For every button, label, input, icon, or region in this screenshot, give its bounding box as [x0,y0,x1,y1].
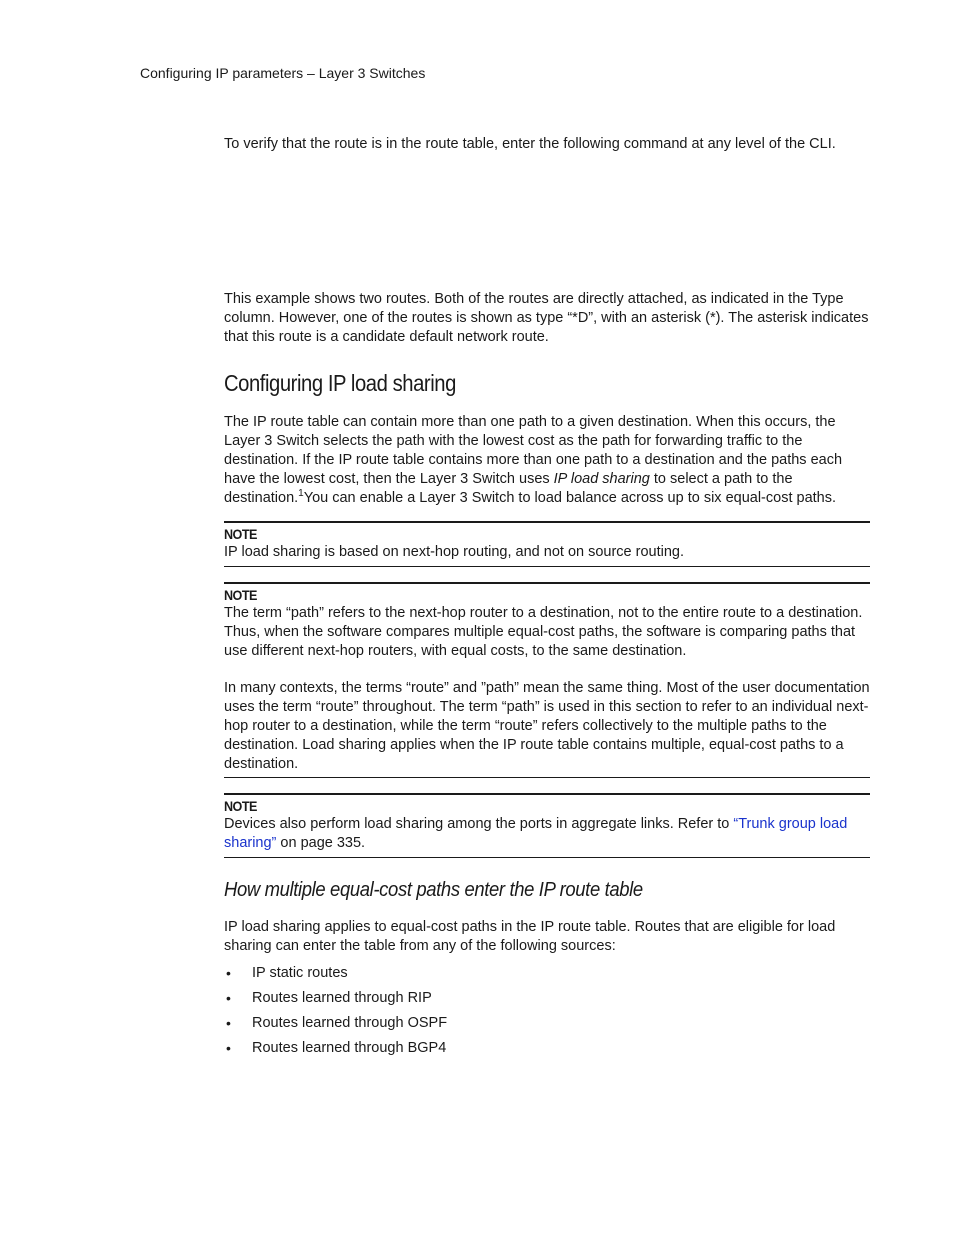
note-2-top-rule [224,582,870,584]
load-sharing-paragraph [224,413,872,508]
section-heading: Configuring IP load sharing [224,370,456,396]
list-item-text: IP static routes [252,965,348,981]
note-3-text [224,815,872,853]
para-part1: The IP route table can contain more than one path to a given destination. When this occurs, the Layer 3 Switch selects the path with the lowest cost as the path for forwarding traffic to the destination. If the IP route table contains more than one path to a destination and the paths each have the lowest cost, then the Layer 3 Switch uses [224,414,843,487]
note-3-text-before: Devices also perform load sharing among the ports in aggregate links. Refer to [224,816,734,832]
para-part3: You can enable a Layer 3 Switch to load balance across up to six equal-cost paths. [303,490,837,506]
note-2-label: NOTE [224,587,257,603]
bullet-icon: • [226,1015,231,1031]
note-3-label: NOTE [224,798,257,814]
note-1-bottom-rule [224,566,870,567]
list-item-text: Routes learned through RIP [252,990,432,1006]
note-1-top-rule [224,521,870,523]
verify-paragraph: To verify that the route is in the route table, enter the following command at any level of the CLI. [224,136,836,152]
note-2-text-continued: In many contexts, the terms “route” and ”path” mean the same thing. Most of the user documentation uses the term “route” throughout. The term “path” is used in this section to refer to an individual next-hop router to a destination, while the term “route” refers collectively to the multiple paths to the destination. Load sharing applies when the IP route table contains multiple, equal-cost paths to a destination. [224,680,870,772]
note-3-top-rule [224,793,870,795]
footnote-mark[interactable]: 1 [298,488,304,500]
bullet-icon: • [226,990,231,1006]
note-3-bottom-rule [224,857,870,858]
example-paragraph: This example shows two routes. Both of the routes are directly attached, as indicated in the Type column. However, one of the routes is shown as type “*D”, with an asterisk (*). The asterisk indicates that this route is a candidate default network route. [224,291,869,345]
sources-paragraph: IP load sharing applies to equal-cost paths in the IP route table. Routes that are eligible for load sharing can enter the table from any of the following sources: [224,919,836,954]
note-1-text: IP load sharing is based on next-hop routing, and not on source routing. [224,544,685,560]
bullet-icon: • [226,1040,231,1056]
list-item-text: Routes learned through OSPF [252,1015,448,1031]
note-3-text-after: on page 335. [276,835,366,851]
bullet-icon: • [226,965,231,981]
para-emphasis: IP load sharing [553,471,650,487]
note-2-bottom-rule [224,777,870,778]
note-1-label: NOTE [224,526,257,542]
trunk-group-link[interactable]: “Trunk group load sharing” [224,816,848,851]
running-header: Configuring IP parameters – Layer 3 Switches [140,65,426,81]
list-item-text: Routes learned through BGP4 [252,1040,447,1056]
subsection-heading: How multiple equal-cost paths enter the IP route table [224,878,643,901]
note-2-text: The term “path” refers to the next-hop router to a destination, not to the entire route to a destination. Thus, when the software compares multiple equal-cost paths, the software is comparing paths that use different next-hop routers, with equal costs, to the same destination. [224,605,863,659]
para-part2: to select a path to the destination. [224,471,793,506]
